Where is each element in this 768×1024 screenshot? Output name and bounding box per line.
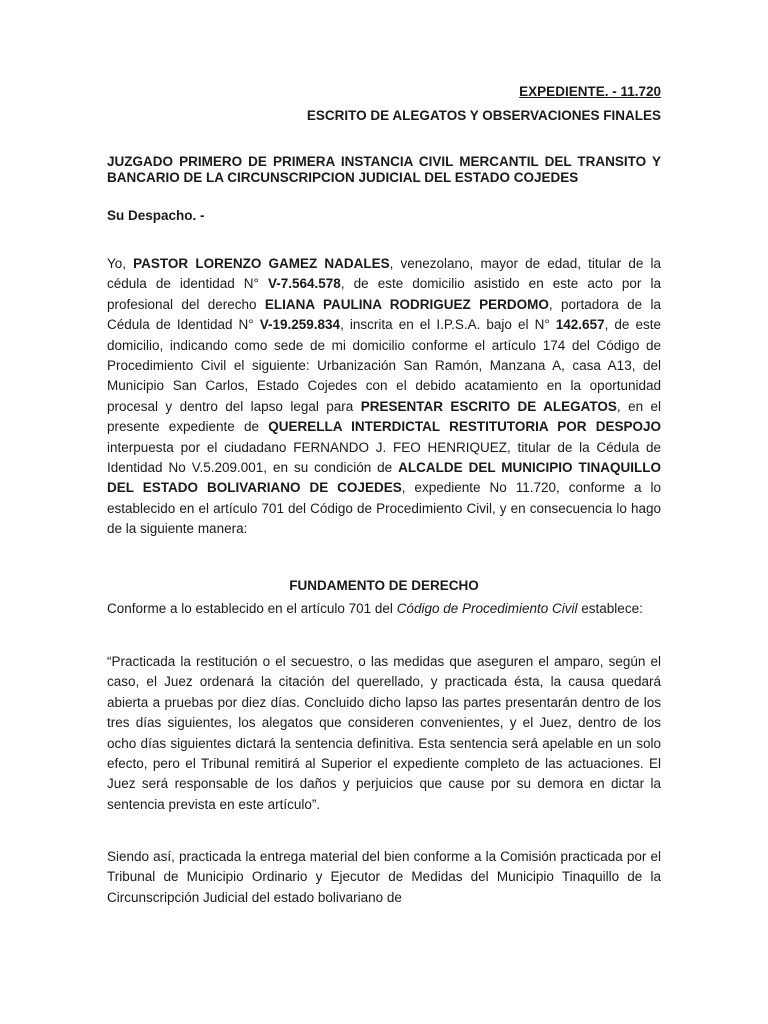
party-name: PASTOR LORENZO GAMEZ NADALES xyxy=(133,256,390,271)
ipsa-number: 142.657 xyxy=(555,317,605,333)
intro-text: interpuesta por el ciudadano FERNANDO J. FEO HENRIQUEZ, titular de la Cédula de Identidad No V.5.209.001, en su condición de xyxy=(107,439,661,476)
intro-text: , inscrita en el I.P.S.A. bajo el N° xyxy=(340,317,556,333)
section-heading: FUNDAMENTO DE DERECHO xyxy=(289,578,479,593)
court-name: JUZGADO PRIMERO DE PRIMERA INSTANCIA CIVIL MERCANTIL DEL TRANSITO Y BANCARIO DE LA CIRCUNSCRIPCION JUDICIAL DEL ESTADO COJEDES xyxy=(107,154,661,185)
closing-paragraph: Siendo así, practicada la entrega material del bien conforme a la Comisión practicada por el Tribunal de Municipio Ordinario y Ejecutor de Medidas del Municipio Tinaquillo de la Circunscripción Judicial del estado bolivariano de xyxy=(107,849,661,905)
legal-basis-text: establece: xyxy=(577,601,643,616)
document-title: ESCRITO DE ALEGATOS Y OBSERVACIONES FINALES xyxy=(306,108,661,123)
intro-text: , en el presente expediente de xyxy=(107,398,661,435)
intro-text: , de este domicilio asistido en este acto por la profesional del derecho xyxy=(107,276,661,312)
party-id: V-7.564.578 xyxy=(267,276,341,292)
lawyer-id: V-19.259.834 xyxy=(259,317,341,333)
intro-text: Yo, xyxy=(107,256,134,271)
plaintiff-role: ALCALDE DEL MUNICIPIO TINAQUILLO DEL ESTADO BOLIVARIANO DE COJEDES xyxy=(107,460,661,496)
case-type: QUERELLA INTERDICTAL RESTITUTORIA POR DESPOJO xyxy=(268,419,661,435)
salutation: Su Despacho. - xyxy=(107,208,205,223)
article-quote: “Practicada la restitución o el secuestro, o las medidas que aseguren el amparo, según el caso, el Juez ordenará la citación del querellado, y practicada ésta, la causa quedará abierta a pruebas por diez días. Concluido dicho lapso las partes presentarán dentro de los tres días siguientes, los alegatos que consideren convenientes, y el Juez, dentro de los ocho días siguientes dictará la sentencia definitiva. Esta sentencia será apelable en un solo efecto, pero el Tribunal remitirá al Superior el expediente completo de las actuaciones. El Juez será responsable de los daños y perjuicios que cause por su demora en dictar la sentencia prevista en este artículo”. xyxy=(107,654,661,812)
intro-paragraph xyxy=(107,254,661,540)
intro-text: , de este domicilio, indicando como sede de mi domicilio conforme el artículo 174 del Código de Procedimiento Civil el siguiente: Urbanización San Ramón, Manzana A, casa A13, del Municipio San Carlos, Estado Cojedes con el debido acatamiento en la oportunidad procesal y dentro del lapso legal para xyxy=(107,317,661,414)
intro-text: , expediente No 11.720, conforme a lo establecido en el artículo 701 del Código de Procedimiento Civil, y en consecuencia lo hago de la siguiente manera: xyxy=(107,480,661,537)
expediente-number: EXPEDIENTE. - 11.720 xyxy=(519,84,661,99)
legal-basis-text: Conforme a lo establecido en el artículo 701 del xyxy=(107,601,397,616)
lawyer-name: ELIANA PAULINA RODRIGUEZ PERDOMO xyxy=(264,296,549,312)
intro-text: , venezolano, mayor de edad, titular de la cédula de identidad N° xyxy=(107,256,661,292)
legal-basis-paragraph xyxy=(107,599,661,619)
code-reference: Código de Procedimiento Civil xyxy=(396,601,578,616)
filing-purpose: PRESENTAR ESCRITO DE ALEGATOS xyxy=(360,398,617,414)
intro-text: , portadora de la Cédula de Identidad N° xyxy=(107,296,661,333)
